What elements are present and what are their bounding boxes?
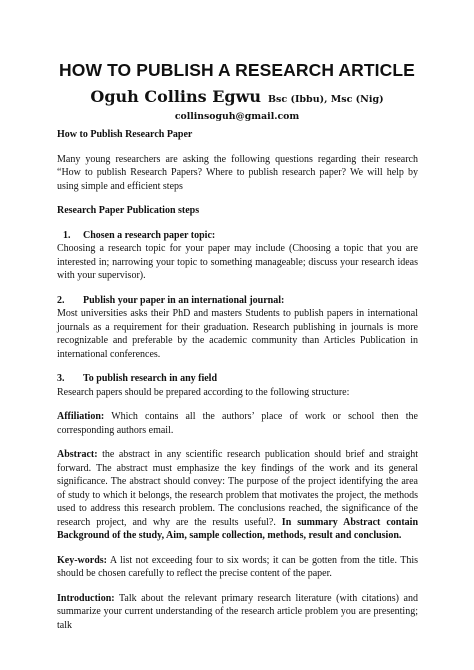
- step-3-text: Research papers should be prepared according to the following structure:: [57, 386, 350, 398]
- section-heading-how-to: How to Publish Research Paper: [57, 129, 193, 140]
- step-3-heading: [57, 372, 418, 386]
- author-name: Oguh Collins Egwu: [90, 87, 261, 106]
- author-line: [0, 87, 474, 107]
- introduction-paragraph: [57, 592, 418, 633]
- section-heading-steps: Research Paper Publication steps: [57, 205, 200, 216]
- keywords-label: Key-words:: [57, 554, 107, 566]
- abstract-text: the abstract in any scientific research publication should brief and straight forward. The abstract must emphasize the key findings of the work and its general significance. The abstract should convey: The purpose of the project identifying the area of study to which it belongs, the research problem that motivates the project, the methods used to address this research problem. The conclusions reached, the significance of the research project, and why are the results useful?.: [57, 449, 418, 528]
- keywords-paragraph: [57, 554, 418, 581]
- step-2-title: Publish your paper in an international journal:: [83, 294, 285, 306]
- keywords-text: A list not exceeding four to six words; it can be gotten from the title. This should be chosen carefully to reflect the precise content of the paper.: [57, 554, 418, 579]
- step-1-heading: [57, 229, 418, 243]
- step-1-title: Chosen a research paper topic:: [83, 229, 216, 241]
- abstract-label: Abstract:: [57, 449, 98, 460]
- affiliation-text: Which contains all the authors’ place of work or school then the corresponding authors email.: [57, 411, 418, 436]
- affiliation-paragraph: [57, 410, 418, 437]
- step-2-heading: [57, 294, 418, 308]
- intro-paragraph: Many young researchers are asking the following questions regarding their research “How to publish Research Papers? Where to publish research paper? We will help by using simple and efficient steps: [57, 153, 418, 192]
- document-title: HOW TO PUBLISH A RESEARCH ARTICLE: [59, 60, 415, 80]
- abstract-paragraph: [57, 448, 418, 543]
- author-email: collinsoguh@gmail.com: [174, 111, 300, 122]
- step-2-number: 2.: [57, 294, 65, 306]
- step-1-number: 1.: [63, 229, 71, 241]
- step-3-number: 3.: [57, 373, 65, 384]
- affiliation-label: Affiliation:: [57, 411, 105, 422]
- step-2-text: Most universities asks their PhD and masters Students to publish papers in international journals as a requirement for their graduation. Research publishing in journals is more recognizable and preferable by the academic community than Articles Publication in international conferences.: [57, 308, 418, 360]
- abstract-summary: In summary Abstract contain Background of the study, Aim, sample collection, methods, result and conclusion.: [57, 516, 419, 541]
- step-1-text: Choosing a research topic for your paper may include (Choosing a topic that you are interested in; narrowing your topic to something manageable; discuss your research ideas with your supervisor).: [57, 243, 418, 281]
- step-3-title: To publish research in any field: [83, 373, 218, 384]
- document-body: [57, 128, 418, 632]
- introduction-label: Introduction:: [57, 592, 115, 604]
- author-degrees: Bsc (Ibbu), Msc (Nig): [268, 94, 384, 105]
- introduction-text: Talk about the relevant primary research literature (with citations) and summarize your current understanding of the research article problem you are presenting; talk: [57, 592, 418, 631]
